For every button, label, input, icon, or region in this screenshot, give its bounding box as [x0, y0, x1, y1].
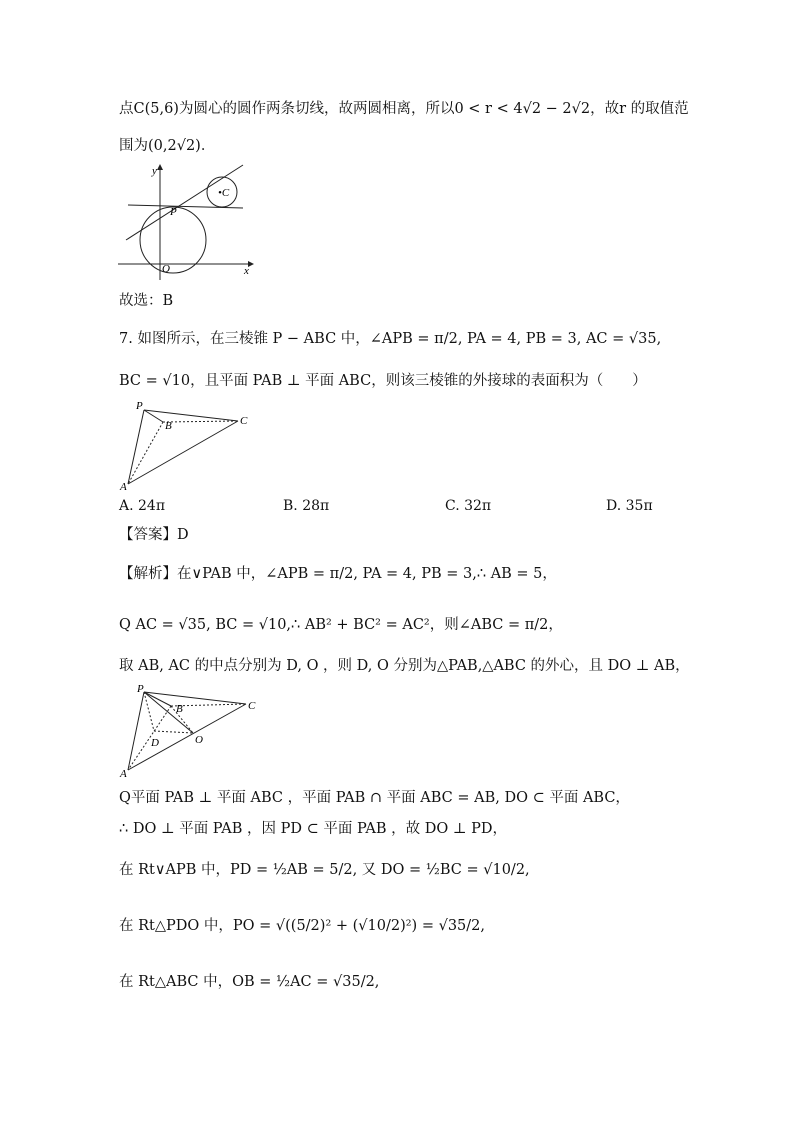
label-c: •C [218, 187, 230, 199]
text-line-3: 故选：B [119, 293, 174, 309]
label-c: C [248, 700, 256, 712]
solution-line-7: 在 Rt△PDO 中，PO = √((5/2)² + (√10/2)²) = √35/2, [119, 918, 485, 934]
solution-line-1: 【解析】在∨PAB 中，∠APB = π/2, PA = 4, PB = 3,∴ AB = 5， [119, 566, 557, 582]
tangent-line-slanted [126, 165, 243, 240]
label-p: P [170, 206, 177, 218]
label-p: P [137, 683, 144, 695]
label-y: y [152, 165, 157, 177]
solution-line-2: Q AC = √35, BC = √10,∴ AB² + BC² = AC²，则∠ABC = π/2， [119, 617, 563, 633]
label-b: B [176, 703, 183, 715]
label-o: O [162, 263, 170, 275]
figure-pyramid [118, 398, 258, 493]
label-o: O [195, 734, 203, 746]
figure-pyramid-midpoints [118, 684, 268, 778]
label-c: C [240, 415, 248, 427]
label-a: A [120, 768, 127, 780]
label-d: D [151, 737, 159, 749]
solution-line-5: ∴ DO ⊥ 平面 PAB ，因 PD ⊂ 平面 PAB ，故 DO ⊥ PD， [119, 821, 507, 837]
question-7-line-1: 7. 如图所示，在三棱锥 P − ABC 中，∠APB = π/2, PA = 4, PB = 3, AC = √35, [119, 331, 662, 347]
solution-line-4: Q平面 PAB ⊥ 平面 ABC ，平面 PAB ∩ 平面 ABC = AB, DO ⊂ 平面 ABC， [119, 790, 630, 806]
text-line-2: 围为(0,2√2)． [119, 138, 216, 154]
figure-tangent-circles [118, 160, 258, 282]
option-d: D. 35π [606, 498, 653, 514]
label-a: A [120, 481, 127, 493]
solution-line-3: 取 AB, AC 的中点分别为 D, O ，则 D, O 分别为△PAB,△ABC 的外心，且 DO ⊥ AB， [119, 658, 690, 674]
solution-line-8: 在 Rt△ABC 中，OB = ½AC = √35/2, [119, 974, 380, 990]
label-b: B [165, 420, 172, 432]
text-line-1: 点C(5,6)为圆心的圆作两条切线，故两圆相离，所以0 < r < 4√2 − 2√2，故r 的取值范 [119, 101, 689, 117]
label-p: P [136, 400, 143, 412]
label-x: x [244, 265, 249, 277]
x-axis-arrow [248, 261, 254, 267]
answer-line: 【答案】D [119, 527, 189, 543]
option-c: C. 32π [445, 498, 492, 514]
y-axis-arrow [157, 164, 163, 170]
question-7-line-2: BC = √10，且平面 PAB ⊥ 平面 ABC，则该三棱锥的外接球的表面积为（ ） [119, 373, 647, 389]
option-b: B. 28π [283, 498, 330, 514]
option-a: A. 24π [119, 498, 166, 514]
solution-line-6: 在 Rt∨APB 中，PD = ½AB = 5/2, 又 DO = ½BC = √10/2, [119, 862, 530, 878]
